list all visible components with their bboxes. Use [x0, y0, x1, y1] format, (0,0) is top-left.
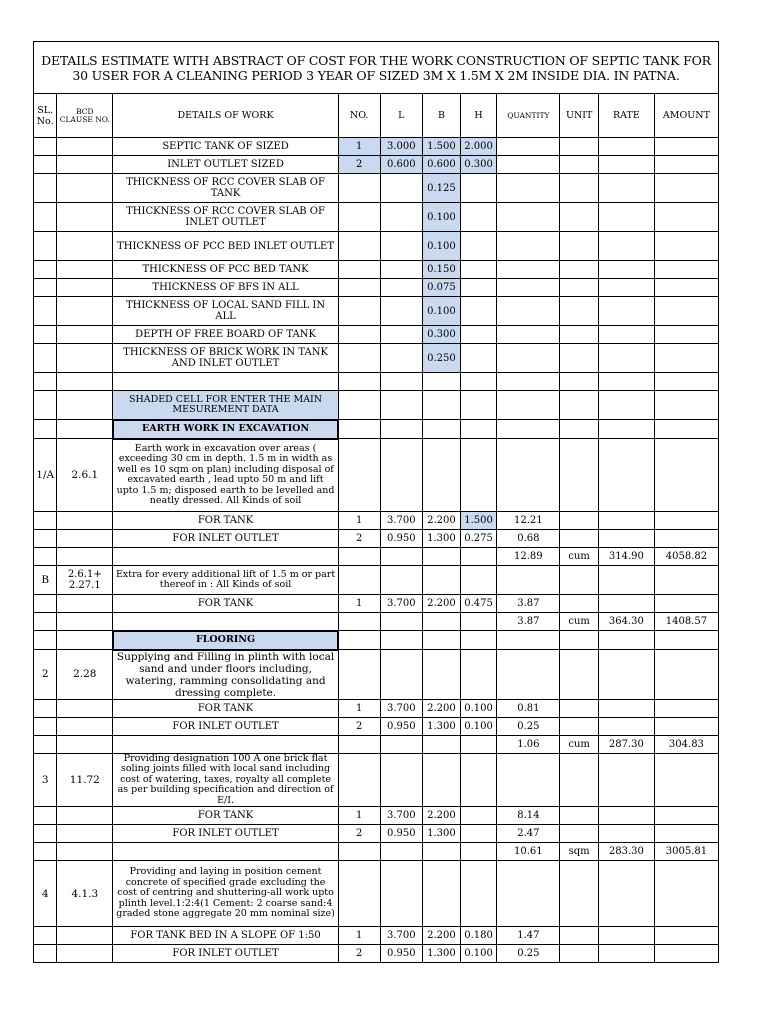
thickness-label: THICKNESS OF RCC COVER SLAB OF TANK — [113, 174, 339, 203]
item-clause: 2.6.1+ 2.27.1 — [57, 566, 113, 595]
row-l: 3.700 — [380, 595, 423, 613]
sheet-title: DETAILS ESTIMATE WITH ABSTRACT OF COST FOR THE WORK CONSTRUCTION OF SEPTIC TANK FOR 30 USER FOR A CLEANING PERIOD 3 YEAR OF SIZED 3M X 1.5M X 2M INSIDE DIA. IN PATNA. — [34, 42, 719, 94]
row-h: 0.275 — [460, 530, 497, 548]
row-label: FOR INLET OUTLET — [113, 945, 339, 963]
row-label: FOR TANK — [113, 595, 339, 613]
total-quantity: 1.06 — [497, 735, 560, 753]
row-b: 1.300 — [423, 825, 461, 843]
row-b: 1.300 — [423, 530, 461, 548]
header-quantity: QUANTITY — [497, 94, 560, 138]
row-quantity: 8.14 — [497, 807, 560, 825]
table-row — [34, 344, 719, 373]
row-l: 0.950 — [380, 530, 423, 548]
row-label: FOR INLET OUTLET — [113, 825, 339, 843]
total-rate: 364.30 — [598, 613, 654, 631]
item-sl: B — [34, 566, 57, 595]
row-b: 2.200 — [423, 927, 461, 945]
total-quantity: 3.87 — [497, 613, 560, 631]
table-row — [34, 753, 719, 807]
row-h[interactable]: 1.500 — [460, 512, 497, 530]
thickness-label: THICKNESS OF LOCAL SAND FILL IN ALL — [113, 297, 339, 326]
item-clause: 11.72 — [57, 753, 113, 807]
section-flooring: FLOORING — [113, 631, 339, 650]
row-h: 0.475 — [460, 595, 497, 613]
row-l: 3.700 — [380, 807, 423, 825]
row-no: 1 — [338, 512, 380, 530]
item-description: Earth work in excavation over areas ( exceeding 30 cm in depth. 1.5 m in width as well es 10 sqm on plan) including disposal of excavated earth , lead upto 50 m and lift upto 1.5 m; disposed earth to be levelled and neatly dressed. All Kinds of soil — [113, 439, 339, 512]
item-sl: 3 — [34, 753, 57, 807]
thickness-value[interactable]: 0.100 — [423, 203, 461, 232]
header-b: B — [423, 94, 461, 138]
item-description: Supplying and Filling in plinth with local sand and under floors including, watering, ramming consolidating and dressing complete. — [113, 650, 339, 700]
total-unit: cum — [560, 548, 599, 566]
table-row — [34, 174, 719, 203]
table-row — [34, 439, 719, 512]
row-b: 2.200 — [423, 807, 461, 825]
row-no: 1 — [338, 595, 380, 613]
table-row — [34, 650, 719, 700]
table-row — [34, 391, 719, 420]
thickness-value[interactable]: 0.300 — [423, 326, 461, 344]
header-details: DETAILS OF WORK — [113, 94, 339, 138]
row-l: 3.700 — [380, 699, 423, 717]
table-row — [34, 613, 719, 631]
total-unit: cum — [560, 735, 599, 753]
thickness-label: THICKNESS OF BRICK WORK IN TANK AND INLET OUTLET — [113, 344, 339, 373]
shaded-cell-note: SHADED CELL FOR ENTER THE MAIN MESUREMENT DATA — [113, 391, 339, 420]
table-row — [34, 595, 719, 613]
row-h: 0.100 — [460, 699, 497, 717]
row-l: 0.950 — [380, 945, 423, 963]
dim-b[interactable]: 1.500 — [423, 138, 461, 156]
dim-name: SEPTIC TANK OF SIZED — [113, 138, 339, 156]
total-quantity: 10.61 — [497, 843, 560, 861]
table-row — [34, 279, 719, 297]
header-row — [34, 94, 719, 138]
total-amount: 3005.81 — [654, 843, 718, 861]
section-earth-work: EARTH WORK IN EXCAVATION — [113, 420, 339, 439]
thickness-value[interactable]: 0.075 — [423, 279, 461, 297]
dim-no[interactable]: 1 — [338, 138, 380, 156]
row-l: 3.700 — [380, 512, 423, 530]
row-no: 2 — [338, 945, 380, 963]
row-h: 0.100 — [460, 717, 497, 735]
thickness-value[interactable]: 0.125 — [423, 174, 461, 203]
total-unit: sqm — [560, 843, 599, 861]
item-clause: 2.28 — [57, 650, 113, 700]
table-row — [34, 297, 719, 326]
row-b: 1.300 — [423, 945, 461, 963]
item-clause: 2.6.1 — [57, 439, 113, 512]
row-label: FOR TANK — [113, 512, 339, 530]
table-row — [34, 566, 719, 595]
thickness-value[interactable]: 0.100 — [423, 297, 461, 326]
table-row — [34, 530, 719, 548]
table-row — [34, 326, 719, 344]
row-no: 2 — [338, 530, 380, 548]
table-row — [34, 203, 719, 232]
thickness-value[interactable]: 0.100 — [423, 232, 461, 261]
dim-l[interactable]: 0.600 — [380, 156, 423, 174]
row-l: 0.950 — [380, 825, 423, 843]
table-row — [34, 843, 719, 861]
item-sl: 2 — [34, 650, 57, 700]
table-row — [34, 699, 719, 717]
table-row — [34, 825, 719, 843]
row-label: FOR TANK — [113, 807, 339, 825]
total-rate: 287.30 — [598, 735, 654, 753]
header-unit: UNIT — [560, 94, 599, 138]
header-amount: AMOUNT — [654, 94, 718, 138]
row-h: 0.180 — [460, 927, 497, 945]
total-quantity: 12.89 — [497, 548, 560, 566]
header-no: NO. — [338, 94, 380, 138]
row-label: FOR TANK — [113, 699, 339, 717]
row-quantity: 0.81 — [497, 699, 560, 717]
row-quantity: 12.21 — [497, 512, 560, 530]
table-row — [34, 861, 719, 927]
item-sl: 1/A — [34, 439, 57, 512]
total-unit: cum — [560, 613, 599, 631]
row-no: 2 — [338, 717, 380, 735]
row-label: FOR INLET OUTLET — [113, 530, 339, 548]
table-row — [34, 548, 719, 566]
thickness-label: DEPTH OF FREE BOARD OF TANK — [113, 326, 339, 344]
table-row — [34, 156, 719, 174]
thickness-label: THICKNESS OF RCC COVER SLAB OF INLET OUTLET — [113, 203, 339, 232]
row-b: 1.300 — [423, 717, 461, 735]
dim-name: INLET OUTLET SIZED — [113, 156, 339, 174]
item-description: Providing and laying in position cement concrete of specified grade excluding the cost of centring and shuttering-all work upto plinth level.1:2:4(1 Cement: 2 coarse sand:4 graded stone aggregate 20 mm nominal size) — [113, 861, 339, 927]
thickness-label: THICKNESS OF PCC BED TANK — [113, 261, 339, 279]
item-description: Extra for every additional lift of 1.5 m or part thereof in : All Kinds of soil — [113, 566, 339, 595]
table-row — [34, 261, 719, 279]
item-description: Providing designation 100 A one brick flat soling joints filled with local sand including cost of watering, taxes, royalty all complete as per building specification and direction of E/I. — [113, 753, 339, 807]
header-bcd: BCD CLAUSE NO. — [57, 94, 113, 138]
row-quantity: 1.47 — [497, 927, 560, 945]
row-label: FOR INLET OUTLET — [113, 717, 339, 735]
thickness-label: THICKNESS OF PCC BED INLET OUTLET — [113, 232, 339, 261]
dim-l[interactable]: 3.000 — [380, 138, 423, 156]
table-row — [34, 420, 719, 439]
thickness-value[interactable]: 0.250 — [423, 344, 461, 373]
row-b: 2.200 — [423, 595, 461, 613]
row-quantity: 3.87 — [497, 595, 560, 613]
row-l: 0.950 — [380, 717, 423, 735]
row-no: 1 — [338, 807, 380, 825]
dim-no[interactable]: 2 — [338, 156, 380, 174]
dim-h[interactable]: 0.300 — [460, 156, 497, 174]
header-h: H — [460, 94, 497, 138]
row-quantity: 2.47 — [497, 825, 560, 843]
row-label: FOR TANK BED IN A SLOPE OF 1:50 — [113, 927, 339, 945]
row-b: 2.200 — [423, 699, 461, 717]
table-row — [34, 631, 719, 650]
total-amount: 1408.57 — [654, 613, 718, 631]
table-row — [34, 138, 719, 156]
row-quantity: 0.25 — [497, 945, 560, 963]
total-rate: 283.30 — [598, 843, 654, 861]
estimate-table — [33, 41, 719, 963]
total-rate: 314.90 — [598, 548, 654, 566]
header-rate: RATE — [598, 94, 654, 138]
item-sl: 4 — [34, 861, 57, 927]
table-row — [34, 373, 719, 391]
row-no: 1 — [338, 699, 380, 717]
row-no: 2 — [338, 825, 380, 843]
thickness-value[interactable]: 0.150 — [423, 261, 461, 279]
item-clause: 4.1.3 — [57, 861, 113, 927]
row-quantity: 0.68 — [497, 530, 560, 548]
table-row — [34, 807, 719, 825]
row-quantity: 0.25 — [497, 717, 560, 735]
table-row — [34, 927, 719, 945]
header-sl: SL. No. — [34, 94, 57, 138]
row-l: 3.700 — [380, 927, 423, 945]
row-b: 2.200 — [423, 512, 461, 530]
header-l: L — [380, 94, 423, 138]
total-amount: 304.83 — [654, 735, 718, 753]
total-amount: 4058.82 — [654, 548, 718, 566]
table-row — [34, 945, 719, 963]
thickness-label: THICKNESS OF BFS IN ALL — [113, 279, 339, 297]
dim-b[interactable]: 0.600 — [423, 156, 461, 174]
table-row — [34, 735, 719, 753]
table-row — [34, 717, 719, 735]
dim-h[interactable]: 2.000 — [460, 138, 497, 156]
table-row — [34, 232, 719, 261]
row-no: 1 — [338, 927, 380, 945]
table-row — [34, 512, 719, 530]
row-h: 0.100 — [460, 945, 497, 963]
